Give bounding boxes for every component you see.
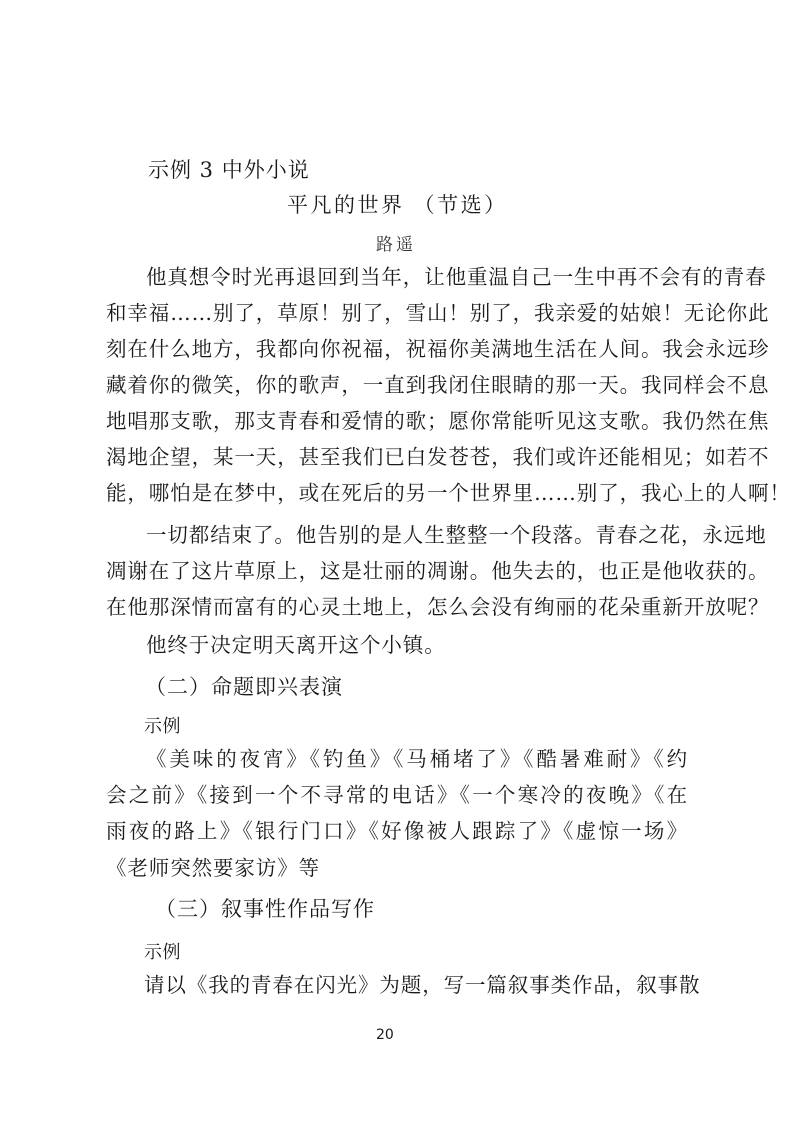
page-number: 20	[376, 1027, 394, 1043]
excerpt-paragraph-3: 他终于决定明天离开这个小镇。	[146, 633, 446, 657]
example-header: 示例 3 中外小说	[148, 158, 310, 182]
topic-line: 会之前》《接到一个不寻常的电话》《一个寒冷的夜晚》《在	[106, 783, 688, 807]
section-2-heading: （二）命题即兴表演	[145, 675, 343, 699]
excerpt-title: 平凡的世界 （节选）	[287, 193, 508, 217]
paragraph-line: 刻在什么地方，我都向你祝福，祝福你美满地生活在人间。我会永远珍	[106, 337, 770, 361]
paragraph-line: 一切都结束了。他告别的是人生整整一个段落。青春之花，永远地	[146, 523, 767, 547]
paragraph-line: 藏着你的微笑，你的歌声，一直到我闭住眼睛的那一天。我同样会不息	[106, 373, 770, 397]
topic-line: 《美味的夜宵》《钓鱼》《马桶堵了》《酷暑难耐》《约	[146, 747, 688, 771]
section-3-example-label: 示例	[144, 942, 181, 963]
paragraph-line: 他真想令时光再退回到当年，让他重温自己一生中再不会有的青春	[146, 265, 767, 289]
paragraph-line: 能，哪怕是在梦中，或在死后的另一个世界里……别了，我心上的人啊！	[106, 481, 791, 505]
topic-line: 《老师突然要家访》等	[106, 856, 320, 880]
paragraph-line: 和幸福……别了，草原！别了，雪山！别了，我亲爱的姑娘！无论你此	[106, 301, 770, 325]
paragraph-line: 渴地企望，某一天，甚至我们已白发苍苍，我们或许还能相见；如若不	[106, 445, 770, 469]
section-3-heading: （三）叙事性作品写作	[155, 897, 375, 921]
section-2-example-label: 示例	[144, 716, 181, 737]
section-3-prompt-line: 请以《我的青春在闪光》为题，写一篇叙事类作品，叙事散	[144, 973, 701, 997]
paragraph-line: 凋谢在了这片草原上，这是壮丽的凋谢。他失去的，也正是他收获的。	[106, 559, 770, 583]
excerpt-author: 路遥	[376, 235, 416, 255]
paragraph-line: 在他那深情而富有的心灵土地上，怎么会没有绚丽的花朵重新开放呢？	[106, 595, 770, 619]
paragraph-line: 地唱那支歌，那支青春和爱情的歌；愿你常能听见这支歌。我仍然在焦	[106, 409, 770, 433]
topic-line: 雨夜的路上》《银行门口》《好像被人跟踪了》《虚惊一场》	[106, 819, 688, 843]
